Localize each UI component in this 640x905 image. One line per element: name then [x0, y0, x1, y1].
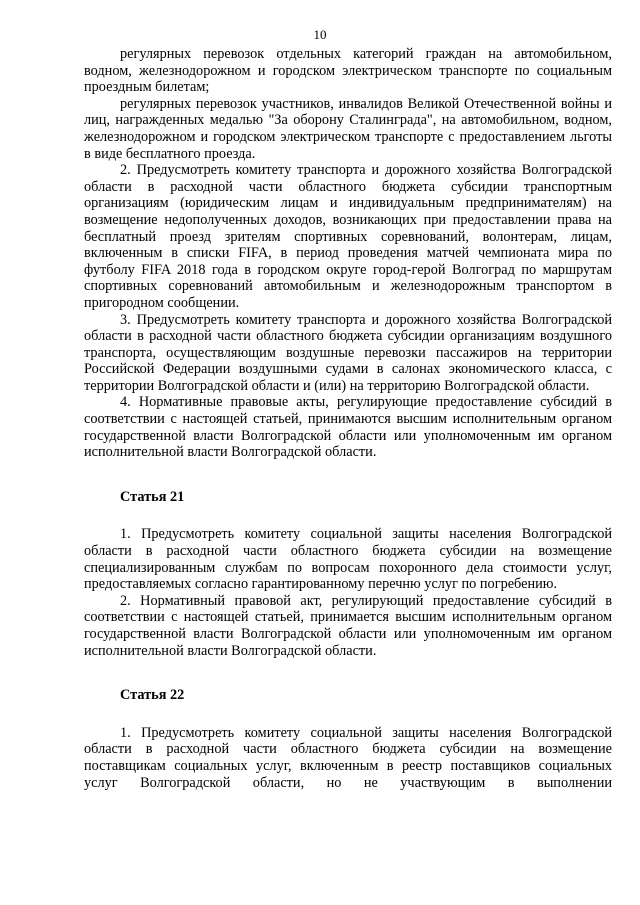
spacer [84, 659, 612, 687]
spacer [84, 505, 612, 526]
paragraph: 4. Нормативные правовые акты, регулирующие предоставление субсидий в соответствии с настоящей статьей, принимаются высшим исполнительным органом государственной власти Волгоградской области или уполномоченным им органом исполнительной власти Волгоградской области. [84, 394, 612, 461]
article-21-heading: Статья 21 [120, 488, 185, 505]
paragraph: 2. Предусмотреть комитету транспорта и дорожного хозяйства Волгоградской области в расходной части областного бюджета субсидии транспортным организациям (юридическим лицам и индивидуальным предпринимателям) на возмещение недополученных доходов, возникающих при предоставлении права на бесплатный проезд зрителям спортивных соревнований, волонтерам, лицам, включенным в списки FIFA, в период проведения матчей чемпионата мира по футболу FIFA 2018 года в городском округе город-герой Волгоград по маршрутам спортивных соревнований автомобильным и железнодорожным транспортом в пригородном сообщении. [84, 162, 612, 311]
page-number: 10 [313, 27, 327, 42]
article-22-body [84, 725, 612, 791]
paragraph: регулярных перевозок участников, инвалидов Великой Отечественной войны и лиц, награжденных медалью "За оборону Сталинграда", на автомобильном, водном, железнодорожном и городском электрическом транспорте с предоставлением льготы в виде бесплатного проезда. [84, 95, 612, 162]
article-21-body [84, 526, 612, 659]
paragraph: 2. Нормативный правовой акт, регулирующий предоставление субсидий в соответствии с настоящей статьей, принимается высшим исполнительным органом государственной власти Волгоградской области или уполномоченным им органом исполнительной власти Волгоградской области. [84, 592, 612, 659]
spacer [84, 704, 612, 725]
spacer [84, 461, 612, 489]
document-body [84, 46, 612, 791]
paragraph: 3. Предусмотреть комитету транспорта и дорожного хозяйства Волгоградской области в расходной части областного бюджета субсидии организациям воздушного транспорта, осуществляющим воздушные перевозки пассажиров на территории Российской Федерации воздушными судами в салонах экономического класса, с территории Волгоградской области и (или) на территорию Волгоградской области. [84, 311, 612, 394]
paragraph: 1. Предусмотреть комитету социальной защиты населения Волгоградской области в расходной части областного бюджета субсидии на возмещение поставщикам социальных услуг, включенным в реестр поставщиков социальных услуг Волгоградской области, но не участвующим в выполнении [84, 724, 612, 791]
paragraph: 1. Предусмотреть комитету социальной защиты населения Волгоградской области в расходной части областного бюджета субсидии на возмещение специализированным службам по вопросам похоронного дела стоимости услуг, предоставляемых согласно гарантированному перечню услуг по погребению. [84, 526, 612, 593]
paragraph: регулярных перевозок отдельных категорий граждан на автомобильном, водном, железнодорожном и городском электрическом транспорте по социальным проездным билетам; [84, 46, 612, 96]
article-20-continuation [84, 46, 612, 461]
article-22-heading: Статья 22 [120, 687, 185, 704]
